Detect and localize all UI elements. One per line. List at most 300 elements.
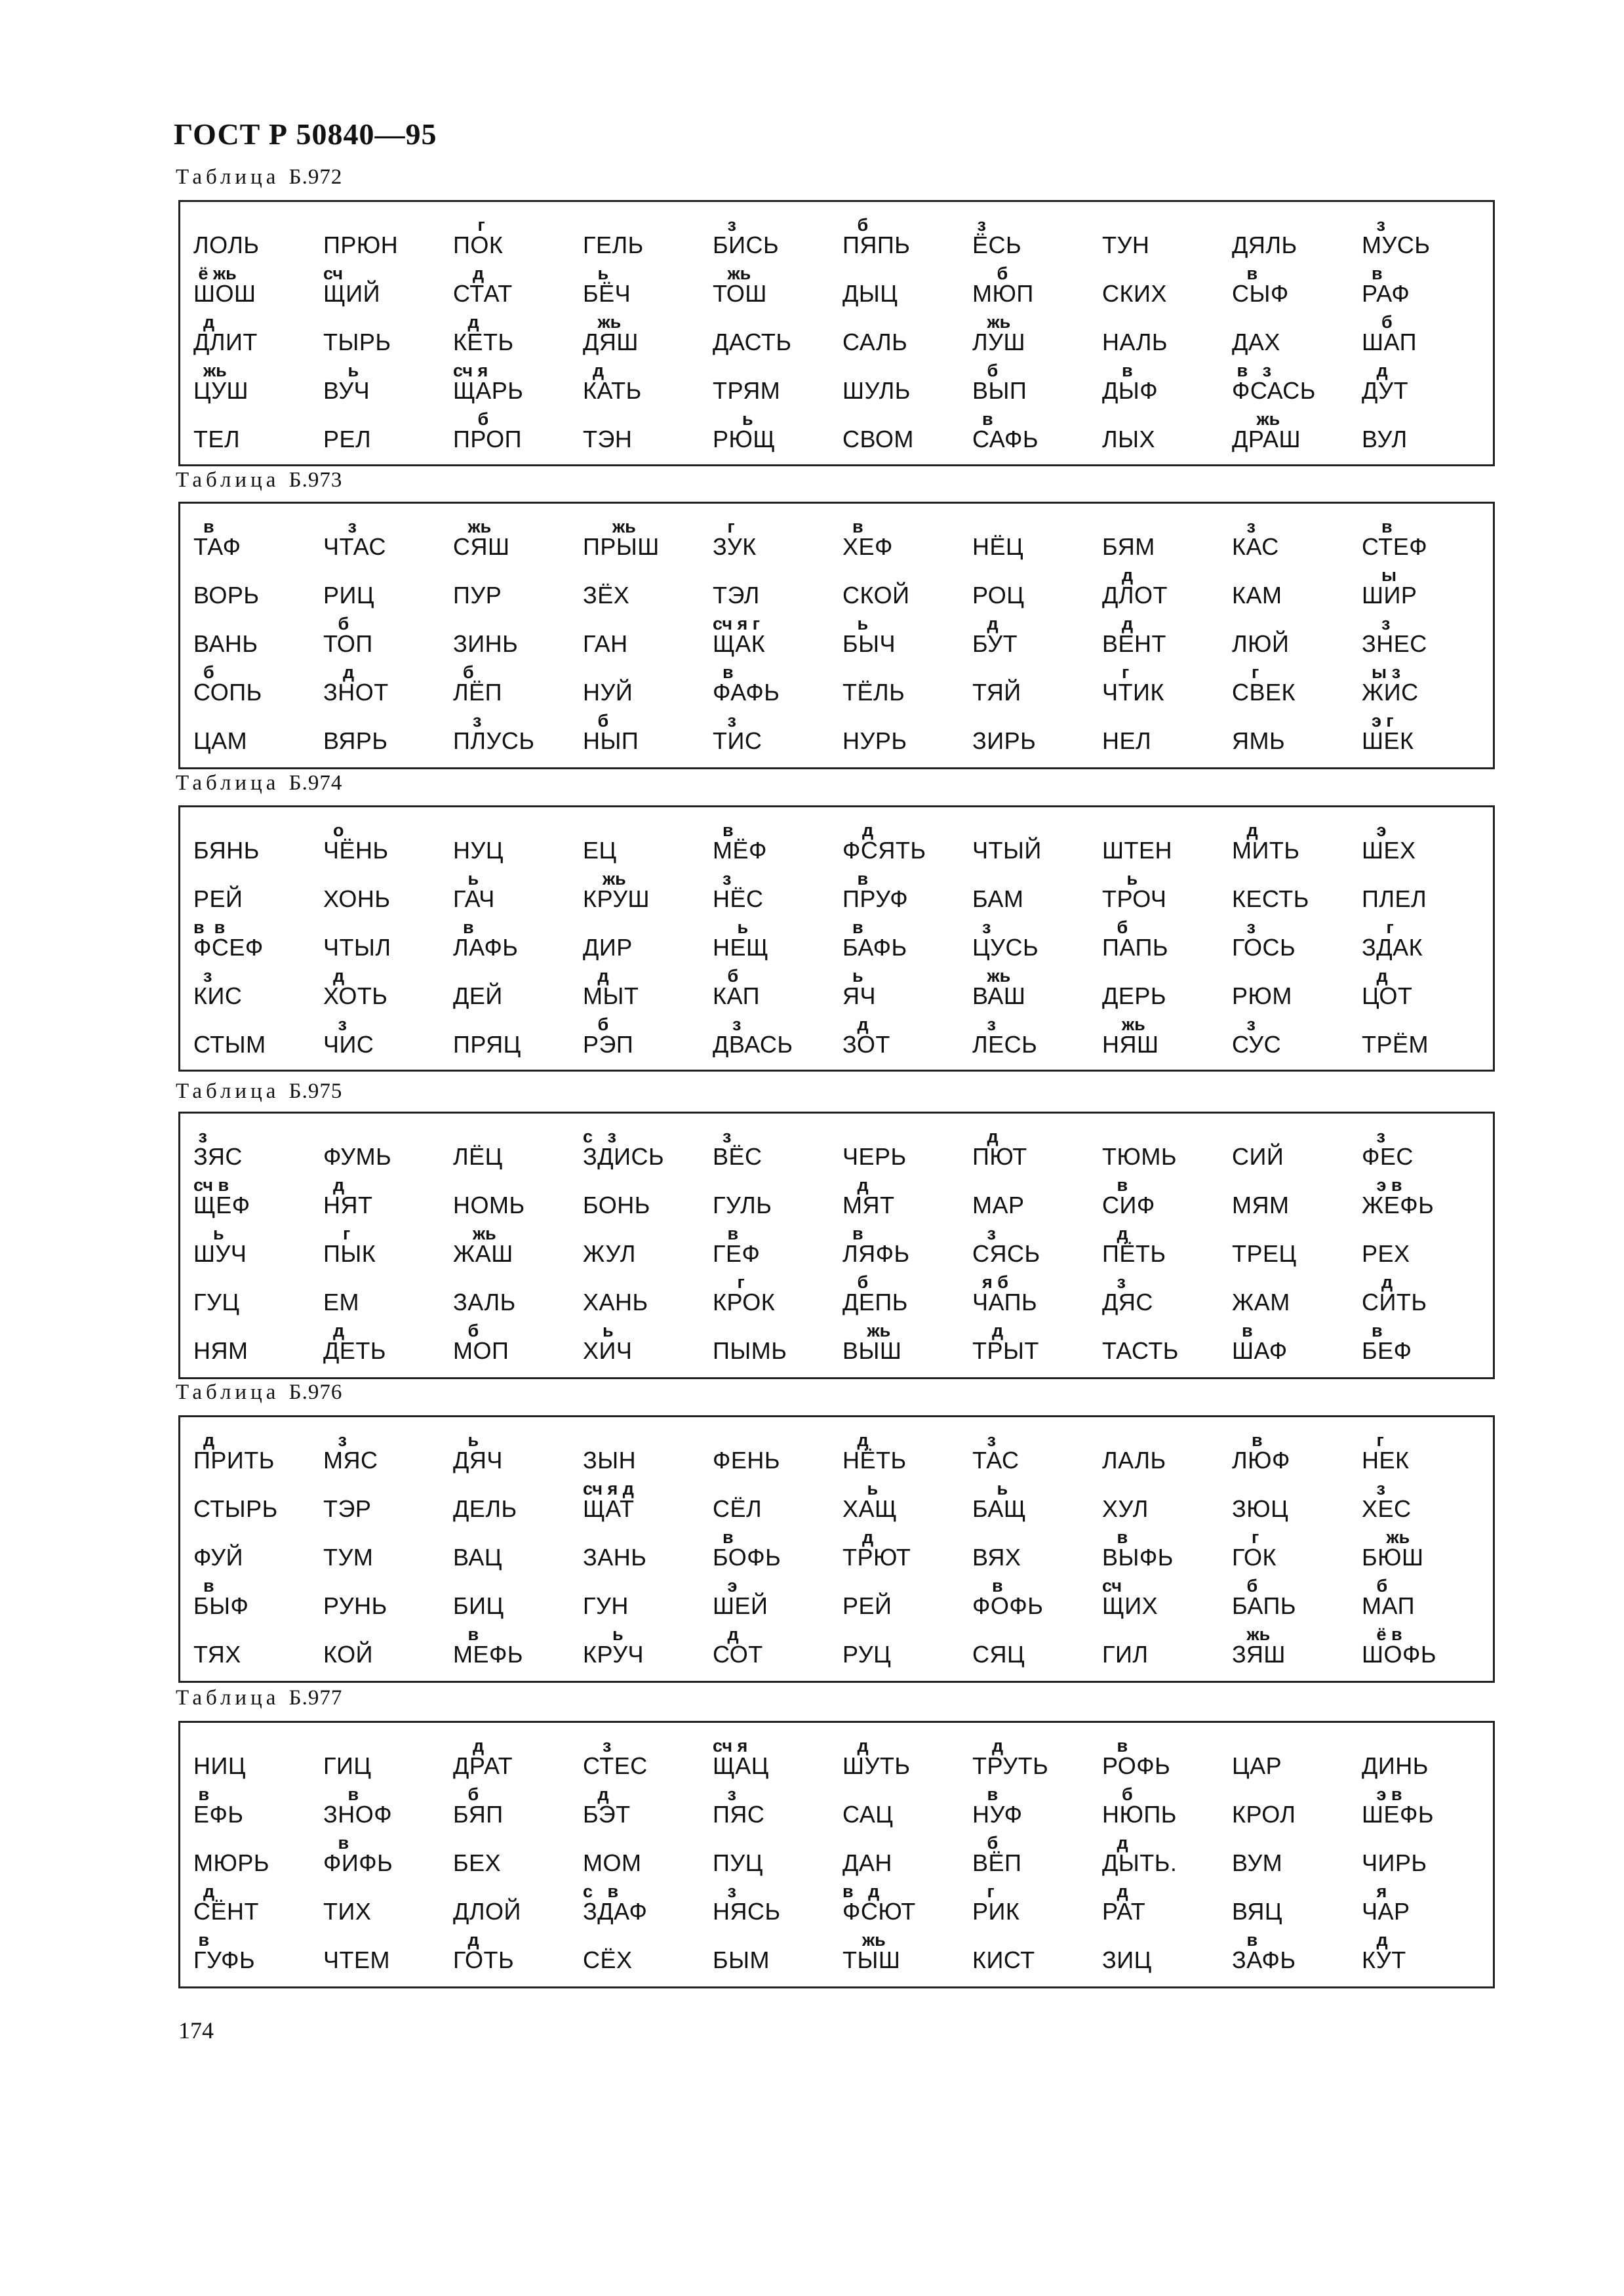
syllable-cell	[578, 1013, 707, 1062]
syllable-word: ПОК	[453, 232, 504, 258]
syllable-word: КЕТЬ	[453, 329, 514, 355]
syllable-cell	[1227, 819, 1357, 868]
syllable-cell	[967, 965, 1097, 1013]
syllable-word: ГЕЛЬ	[583, 232, 644, 258]
syllable-cell	[188, 661, 318, 710]
syllable-word: ДЛОЙ	[453, 1898, 521, 1925]
table-row	[188, 564, 1493, 613]
syllable-word: ДВАСЬ	[713, 1031, 793, 1058]
syllable-word: ЗНОТ	[323, 679, 389, 706]
syllable-cell	[967, 1478, 1097, 1526]
syllable-cell	[1357, 564, 1486, 613]
syllable-cell	[1357, 1013, 1486, 1062]
syllable-word: САЛЬ	[842, 329, 908, 355]
syllable-cell	[837, 515, 967, 564]
syllable-cell	[837, 564, 967, 613]
pronunciation-marks: жь	[1232, 409, 1280, 429]
pronunciation-marks: я	[1362, 1882, 1387, 1901]
syllable-word: ПАПЬ	[1102, 934, 1168, 961]
syllable-cell	[967, 1222, 1097, 1271]
pronunciation-marks: з	[1232, 917, 1256, 937]
syllable-cell	[1227, 1929, 1357, 1977]
syllable-word: ГОТЬ	[453, 1946, 515, 1973]
syllable-cell	[1097, 1575, 1227, 1623]
syllable-word: БЫФ	[193, 1592, 249, 1619]
pronunciation-marks: з	[1102, 1272, 1126, 1292]
pronunciation-marks: з	[1362, 1127, 1385, 1146]
syllable-word: БЫМ	[713, 1946, 770, 1973]
syllable-cell	[188, 1880, 318, 1929]
syllable-word: ХУЛ	[1102, 1495, 1149, 1522]
pronunciation-marks: б	[1232, 1576, 1258, 1596]
pronunciation-marks: з	[323, 517, 357, 536]
syllable-word: РЮМ	[1232, 982, 1292, 1009]
syllable-word: ЗЮЦ	[1232, 1495, 1289, 1522]
syllable-table	[178, 200, 1495, 466]
syllable-cell	[967, 1575, 1097, 1623]
syllable-word: НЮПЬ	[1102, 1801, 1177, 1828]
table-label: Таблица	[176, 1079, 280, 1103]
syllable-word: ЛОЛЬ	[193, 232, 260, 258]
syllable-word: МИТЬ	[1232, 837, 1300, 864]
syllable-word: БЕФ	[1362, 1337, 1412, 1364]
table-row	[188, 1222, 1493, 1271]
syllable-cell	[1357, 359, 1486, 408]
syllable-cell	[837, 1013, 967, 1062]
syllable-cell	[448, 1783, 578, 1832]
pronunciation-marks: д	[1232, 820, 1258, 840]
syllable-cell	[1227, 965, 1357, 1013]
page-number: 174	[178, 2017, 214, 2044]
syllable-cell	[448, 916, 578, 965]
pronunciation-marks: в	[453, 917, 474, 937]
syllable-word: ПЮТ	[972, 1143, 1027, 1170]
syllable-word: ФСЯТЬ	[842, 837, 926, 864]
syllable-cell	[1097, 1478, 1227, 1526]
syllable-word: ЗЯС	[193, 1143, 243, 1170]
syllable-cell	[578, 1174, 707, 1222]
syllable-cell	[188, 1575, 318, 1623]
syllable-word: НОМЬ	[453, 1192, 525, 1218]
pronunciation-marks: г	[1232, 662, 1259, 682]
pronunciation-marks: б	[453, 1784, 479, 1804]
syllable-cell	[448, 1319, 578, 1368]
table-title	[176, 1380, 342, 1405]
syllable-word: ЩИХ	[1102, 1592, 1159, 1619]
pronunciation-marks: в	[972, 409, 993, 429]
syllable-word: МЯТ	[842, 1192, 895, 1218]
pronunciation-marks: з	[1232, 1015, 1256, 1034]
syllable-cell	[188, 1429, 318, 1478]
syllable-word: ЗЁХ	[583, 582, 630, 609]
syllable-word: БАЩ	[972, 1495, 1027, 1522]
syllable-word: БАМ	[972, 885, 1024, 912]
pronunciation-marks: д	[583, 966, 609, 986]
pronunciation-marks: д	[453, 312, 479, 332]
syllable-cell	[837, 868, 967, 916]
syllable-cell	[578, 1222, 707, 1271]
syllable-cell	[188, 1271, 318, 1319]
syllable-word: СТЫРЬ	[193, 1495, 278, 1522]
pronunciation-marks: б	[193, 662, 214, 682]
pronunciation-marks: жь	[972, 966, 1011, 986]
syllable-cell	[578, 1319, 707, 1368]
syllable-cell	[578, 1526, 707, 1575]
pronunciation-marks: ь	[713, 409, 753, 429]
table-row	[188, 1319, 1493, 1368]
syllable-word: ШУЧ	[193, 1240, 247, 1267]
syllable-word: ЗЯШ	[1232, 1641, 1286, 1668]
syllable-cell	[837, 1526, 967, 1575]
syllable-word: ФУЙ	[193, 1544, 243, 1571]
syllable-cell	[967, 1125, 1097, 1174]
syllable-word: НЕЩ	[713, 934, 769, 961]
syllable-cell	[1097, 1271, 1227, 1319]
syllable-cell	[707, 515, 837, 564]
pronunciation-marks: ё в	[1362, 1624, 1402, 1644]
syllable-cell	[837, 819, 967, 868]
pronunciation-marks: д	[972, 1321, 1004, 1340]
syllable-cell	[578, 1929, 707, 1977]
syllable-cell	[578, 311, 707, 359]
syllable-word: ПЫК	[323, 1240, 376, 1267]
syllable-word: ПУЦ	[713, 1849, 763, 1876]
syllable-word: ПРЫШ	[583, 533, 660, 560]
syllable-word: ЗАЛЬ	[453, 1289, 516, 1316]
syllable-cell	[967, 868, 1097, 916]
pronunciation-marks: з	[323, 1430, 347, 1450]
syllable-cell	[967, 1735, 1097, 1783]
pronunciation-marks: д	[323, 662, 355, 682]
syllable-word: ТОШ	[713, 280, 767, 307]
syllable-cell	[967, 661, 1097, 710]
pronunciation-marks: ь	[323, 361, 359, 380]
syllable-word: ТЭР	[323, 1495, 372, 1522]
syllable-word: ЧИС	[323, 1031, 374, 1058]
syllable-word: ЦОТ	[1362, 982, 1413, 1009]
syllable-word: ПЯС	[713, 1801, 765, 1828]
syllable-cell	[1097, 262, 1227, 311]
syllable-word: ТЯХ	[193, 1641, 241, 1668]
syllable-word: ШЕФЬ	[1362, 1801, 1434, 1828]
table-row	[188, 868, 1493, 916]
syllable-cell	[1097, 710, 1227, 758]
syllable-cell	[1227, 262, 1357, 311]
syllable-word: ГИЛ	[1102, 1641, 1149, 1668]
pronunciation-marks: д	[193, 312, 215, 332]
syllable-cell	[967, 515, 1097, 564]
syllable-cell	[707, 613, 837, 661]
syllable-word: ТАФ	[193, 533, 241, 560]
table-row	[188, 1125, 1493, 1174]
pronunciation-marks: жь	[583, 869, 626, 889]
syllable-word: ЗНЕС	[1362, 630, 1427, 657]
syllable-word: ТРЫТ	[972, 1337, 1039, 1364]
syllable-cell	[448, 1929, 578, 1977]
syllable-cell	[1097, 214, 1227, 262]
syllable-word: ФСЕФ	[193, 934, 264, 961]
syllable-word: ДЫТЬ.	[1102, 1849, 1178, 1876]
syllable-cell	[1357, 1880, 1486, 1929]
table-row	[188, 819, 1493, 868]
syllable-cell	[707, 408, 837, 456]
syllable-cell	[837, 1478, 967, 1526]
syllable-word: ЩИЙ	[323, 280, 380, 307]
pronunciation-marks: ь	[453, 869, 479, 889]
pronunciation-marks: д	[842, 1527, 874, 1547]
syllable-word: ХОНЬ	[323, 885, 391, 912]
pronunciation-marks: в	[1362, 264, 1383, 283]
syllable-word: РЕЙ	[842, 1592, 892, 1619]
pronunciation-marks: д	[842, 820, 874, 840]
syllable-word: МЫТ	[583, 982, 639, 1009]
table-title	[176, 1686, 342, 1710]
pronunciation-marks: з	[583, 1736, 612, 1756]
syllable-cell	[1227, 1319, 1357, 1368]
pronunciation-marks: б	[972, 264, 1008, 283]
syllable-cell	[188, 1125, 318, 1174]
syllable-cell	[1227, 359, 1357, 408]
pronunciation-marks: с з	[583, 1127, 616, 1146]
syllable-cell	[1097, 359, 1227, 408]
syllable-word: ЧТЕМ	[323, 1946, 390, 1973]
syllable-word: ЯМЬ	[1232, 727, 1286, 754]
syllable-word: ЛЁЦ	[453, 1143, 503, 1170]
syllable-cell	[1227, 408, 1357, 456]
pronunciation-marks: з	[713, 1882, 736, 1901]
syllable-cell	[1227, 1174, 1357, 1222]
syllable-word: ДРАШ	[1232, 426, 1301, 453]
pronunciation-marks: в	[323, 1833, 349, 1853]
pronunciation-marks: сч я д	[583, 1479, 634, 1499]
syllable-word: ПРЯЦ	[453, 1031, 521, 1058]
syllable-cell	[1357, 868, 1486, 916]
pronunciation-marks: д	[842, 1175, 869, 1195]
syllable-word: ФСЮТ	[842, 1898, 916, 1925]
syllable-word: ТИС	[713, 727, 762, 754]
syllable-cell	[578, 1125, 707, 1174]
syllable-cell	[318, 408, 448, 456]
pronunciation-marks: д	[1102, 614, 1134, 634]
table-label: Таблица	[176, 771, 280, 795]
syllable-word: ТЕЛ	[193, 426, 241, 453]
pronunciation-marks: в	[1102, 361, 1133, 380]
syllable-word: ДЯЧ	[453, 1447, 503, 1474]
syllable-word: РАТ	[1102, 1898, 1146, 1925]
syllable-word: ГОК	[1232, 1544, 1277, 1571]
syllable-cell	[707, 1832, 837, 1880]
syllable-cell	[967, 408, 1097, 456]
syllable-word: ТРЯМ	[713, 377, 781, 404]
pronunciation-marks: ы з	[1362, 662, 1400, 682]
syllable-word: ПЛУСЬ	[453, 727, 535, 754]
syllable-cell	[448, 1575, 578, 1623]
syllable-cell	[1097, 1526, 1227, 1575]
syllable-word: ТИХ	[323, 1898, 372, 1925]
syllable-word: ДЯШ	[583, 329, 639, 355]
syllable-word: РЮЩ	[713, 426, 776, 453]
pronunciation-marks: з	[972, 917, 991, 937]
syllable-word: ТАСТЬ	[1102, 1337, 1179, 1364]
syllable-cell	[188, 1319, 318, 1368]
syllable-word: ДЛИТ	[193, 329, 258, 355]
pronunciation-marks: г	[323, 1224, 351, 1243]
pronunciation-marks: в	[842, 917, 863, 937]
syllable-cell	[967, 311, 1097, 359]
table-row	[188, 408, 1493, 456]
syllable-cell	[188, 262, 318, 311]
syllable-cell	[837, 613, 967, 661]
syllable-cell	[1357, 1783, 1486, 1832]
syllable-cell	[1227, 1222, 1357, 1271]
table-number: Б.977	[288, 1686, 343, 1710]
pronunciation-marks: с в	[583, 1882, 619, 1901]
syllable-cell	[578, 1271, 707, 1319]
pronunciation-marks: ь	[583, 1321, 614, 1340]
syllable-cell	[318, 1526, 448, 1575]
syllable-word: ТЭЛ	[713, 582, 760, 609]
syllable-word: ЗИРЬ	[972, 727, 1037, 754]
syllable-cell	[1227, 214, 1357, 262]
pronunciation-marks: б	[972, 361, 999, 380]
syllable-cell	[707, 1623, 837, 1672]
syllable-cell	[578, 262, 707, 311]
syllable-cell	[707, 1929, 837, 1977]
syllable-cell	[707, 1429, 837, 1478]
pronunciation-marks: г	[972, 1882, 995, 1901]
pronunciation-marks: жь	[453, 1224, 496, 1243]
syllable-word: СЁНТ	[193, 1898, 260, 1925]
pronunciation-marks: я б	[972, 1272, 1008, 1292]
pronunciation-marks: в	[972, 1784, 999, 1804]
syllable-word: ДЛОТ	[1102, 582, 1168, 609]
syllable-word: ЗИНЬ	[453, 630, 519, 657]
pronunciation-marks: з	[713, 215, 736, 235]
syllable-word: СЁХ	[583, 1946, 633, 1973]
syllable-cell	[837, 1929, 967, 1977]
syllable-word: БЭТ	[583, 1801, 631, 1828]
pronunciation-marks: о	[323, 820, 344, 840]
page-header: ГОСТ Р 50840—95	[174, 117, 437, 151]
pronunciation-marks: з	[972, 1224, 996, 1243]
syllable-word: МЯС	[323, 1447, 378, 1474]
syllable-word: БОФЬ	[713, 1544, 782, 1571]
syllable-cell	[448, 515, 578, 564]
syllable-cell	[1227, 1271, 1357, 1319]
syllable-word: БЕХ	[453, 1849, 502, 1876]
syllable-word: КАП	[713, 982, 760, 1009]
syllable-cell	[1227, 1125, 1357, 1174]
syllable-cell	[578, 661, 707, 710]
syllable-word: ШАФ	[1232, 1337, 1288, 1364]
syllable-word: ХАЩ	[842, 1495, 898, 1522]
syllable-word: КОЙ	[323, 1641, 373, 1668]
syllable-word: ПЁТЬ	[1102, 1240, 1166, 1267]
pronunciation-marks: б	[842, 1272, 869, 1292]
syllable-cell	[967, 1832, 1097, 1880]
pronunciation-marks: д	[972, 1736, 1004, 1756]
syllable-word: ДРАТ	[453, 1752, 513, 1779]
syllable-word: ТРЮТ	[842, 1544, 911, 1571]
pronunciation-marks: в	[1232, 1321, 1253, 1340]
syllable-cell	[1357, 1319, 1486, 1368]
table-row	[188, 311, 1493, 359]
syllable-cell	[1357, 1929, 1486, 1977]
table-label: Таблица	[176, 468, 280, 492]
syllable-word: СКОЙ	[842, 582, 910, 609]
syllable-word: ДЕЙ	[453, 982, 503, 1009]
syllable-cell	[188, 214, 318, 262]
pronunciation-marks: в	[193, 1576, 214, 1596]
syllable-cell	[707, 1783, 837, 1832]
syllable-word: ФАФЬ	[713, 679, 780, 706]
syllable-word: ЧАПЬ	[972, 1289, 1038, 1316]
pronunciation-marks: д	[453, 1736, 485, 1756]
syllable-word: РОФЬ	[1102, 1752, 1171, 1779]
syllable-cell	[707, 965, 837, 1013]
syllable-word: ЩАРЬ	[453, 377, 524, 404]
pronunciation-marks: б	[842, 215, 869, 235]
pronunciation-marks: д	[1362, 1930, 1388, 1950]
syllable-cell	[318, 311, 448, 359]
pronunciation-marks: д	[323, 1321, 345, 1340]
pronunciation-marks: з	[713, 1015, 742, 1034]
syllable-word: ГОСЬ	[1232, 934, 1296, 961]
syllable-cell	[188, 1222, 318, 1271]
syllable-cell	[188, 1783, 318, 1832]
syllable-word: ВУМ	[1232, 1849, 1283, 1876]
syllable-cell	[1357, 262, 1486, 311]
syllable-word: МАР	[972, 1192, 1025, 1218]
syllable-word: ПРЮН	[323, 232, 399, 258]
syllable-cell	[318, 1623, 448, 1672]
syllable-word: НЁЦ	[972, 533, 1024, 560]
syllable-word: ДЕПЬ	[842, 1289, 908, 1316]
pronunciation-marks: э	[1362, 820, 1387, 840]
syllable-cell	[837, 1271, 967, 1319]
syllable-cell	[1097, 1174, 1227, 1222]
pronunciation-marks: ь	[972, 1479, 1008, 1499]
syllable-word: СВЕК	[1232, 679, 1296, 706]
syllable-cell	[967, 1880, 1097, 1929]
syllable-cell	[188, 819, 318, 868]
pronunciation-marks: д	[193, 1430, 215, 1450]
syllable-word: СТАТ	[453, 280, 513, 307]
pronunciation-marks: д	[972, 1127, 999, 1146]
syllable-cell	[578, 868, 707, 916]
pronunciation-marks: ь	[713, 917, 749, 937]
syllable-word: ЛЁП	[453, 679, 503, 706]
syllable-word: ЩЕФ	[193, 1192, 250, 1218]
syllable-word: ЗДИСЬ	[583, 1143, 665, 1170]
syllable-cell	[1357, 613, 1486, 661]
pronunciation-marks: в	[842, 869, 869, 889]
syllable-word: СТЕФ	[1362, 533, 1428, 560]
table-number: Б.975	[288, 1079, 343, 1103]
syllable-word: ЯЧ	[842, 982, 876, 1009]
pronunciation-marks: з	[453, 711, 482, 731]
syllable-word: ДИНЬ	[1362, 1752, 1429, 1779]
syllable-cell	[1357, 965, 1486, 1013]
syllable-word: ФУМЬ	[323, 1143, 392, 1170]
syllable-word: МЮРЬ	[193, 1849, 269, 1876]
syllable-word: ТРУТЬ	[972, 1752, 1049, 1779]
syllable-cell	[1097, 311, 1227, 359]
syllable-cell	[318, 661, 448, 710]
table-row	[188, 1271, 1493, 1319]
pronunciation-marks: д	[1362, 1272, 1393, 1292]
syllable-word: ЗАФЬ	[1232, 1946, 1296, 1973]
